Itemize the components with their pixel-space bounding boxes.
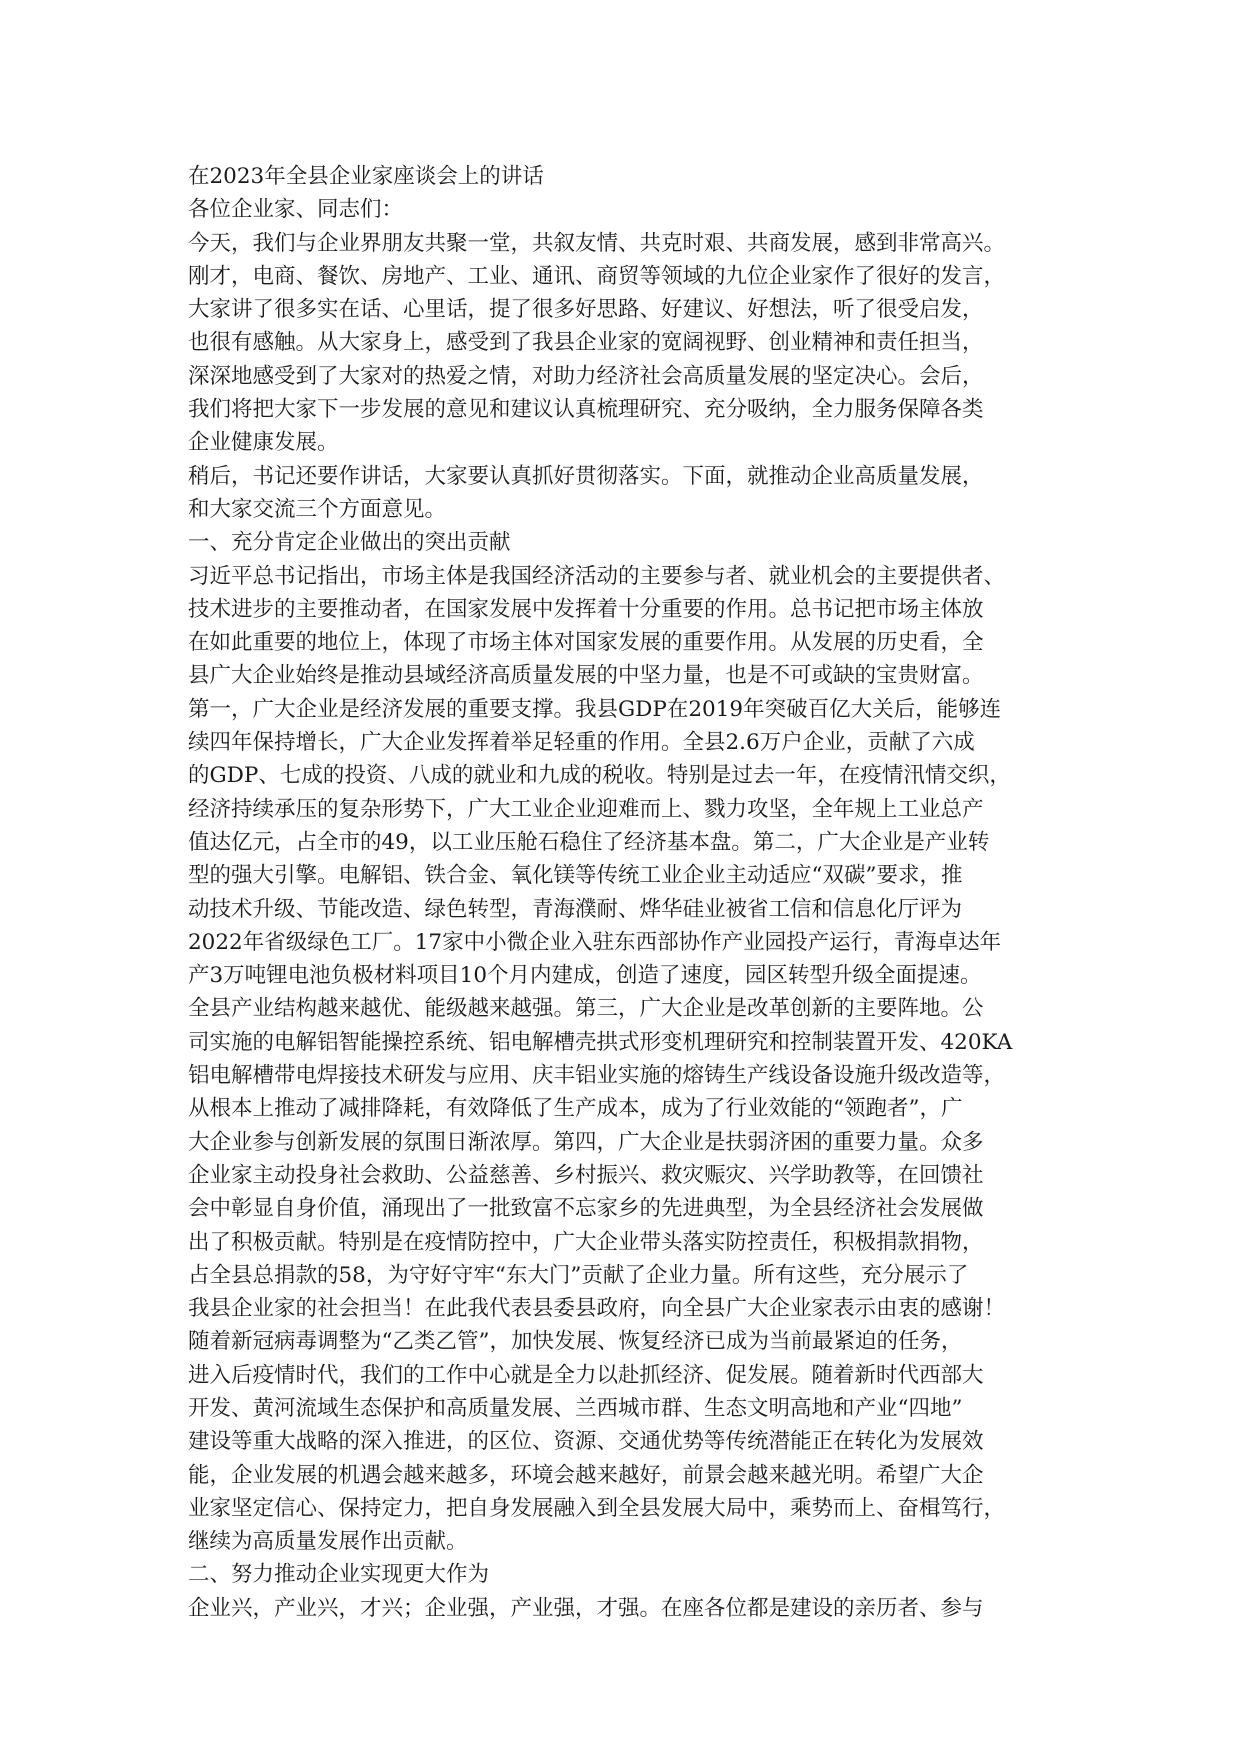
text-line: 值达亿元，占全市的49，以工业压舱石稳住了经济基本盘。第二，广大企业是产业转 <box>188 829 990 855</box>
text-line: 稍后，书记还要作讲话，大家要认真抓好贯彻落实。下面，就推动企业高质量发展， <box>188 463 984 489</box>
section-heading-1: 一、充分肯定企业做出的突出贡献 <box>188 530 511 556</box>
text-line: 司实施的电解铝智能操控系统、铝电解槽壳拱式形变机理研究和控制装置开发、420KA <box>188 1029 1013 1055</box>
text-line: 进入后疫情时代，我们的工作中心就是全力以赴抓经济、促发展。随着新时代西部大 <box>188 1362 984 1388</box>
text-line: 县广大企业始终是推动县域经济高质量发展的中坚力量，也是不可或缺的宝贵财富。 <box>188 663 984 689</box>
text-line: 续四年保持增长，广大企业发挥着举足轻重的作用。全县2.6万户企业，贡献了六成 <box>188 730 975 756</box>
text-line: 随着新冠病毒调整为“乙类乙管”，加快发展、恢复经济已成为当前最紧迫的任务， <box>188 1329 963 1355</box>
text-line: 我县企业家的社会担当！在此我代表县委县政府，向全县广大企业家表示由衷的感谢！ <box>188 1296 1006 1322</box>
text-line: 和大家交流三个方面意见。 <box>188 496 447 522</box>
text-line: 2022年省级绿色工厂。17家中小微企业入驻东西部协作产业园投产运行，青海卓达年 <box>188 929 1002 955</box>
text-line: 深深地感受到了大家对的热爱之情，对助力经济社会高质量发展的坚定决心。会后， <box>188 363 984 389</box>
text-line: 也很有感触。从大家身上，感受到了我县企业家的宽阔视野、创业精神和责任担当， <box>188 330 984 356</box>
text-line: 业家坚定信心、保持定力，把自身发展融入到全县发展大局中，乘势而上、奋楫笃行， <box>188 1495 1006 1521</box>
section-heading-2: 二、努力推动企业实现更大作为 <box>188 1562 490 1588</box>
text-line: 型的强大引擎。电解铝、铁合金、氧化镁等传统工业企业主动适应“双碳”要求，推 <box>188 863 963 889</box>
text-line: 企业家主动投身社会救助、公益慈善、乡村振兴、救灾赈灾、兴学助教等，在回馈社 <box>188 1162 984 1188</box>
text-line: 开发、黄河流域生态保护和高质量发展、兰西城市群、生态文明高地和产业“四地” <box>188 1395 963 1421</box>
text-line: 第一，广大企业是经济发展的重要支撑。我县GDP在2019年突破百亿大关后，能够连 <box>188 696 1002 722</box>
text-line: 会中彰显自身价值，涌现出了一批致富不忘家乡的先进典型，为全县经济社会发展做 <box>188 1196 984 1222</box>
text-line: 今天，我们与企业界朋友共聚一堂，共叙友情、共克时艰、共商发展，感到非常高兴。 <box>188 230 1006 256</box>
text-line: 大家讲了很多实在话、心里话，提了很多好思路、好建议、好想法，听了很受启发， <box>188 297 984 323</box>
text-line: 我们将把大家下一步发展的意见和建议认真梳理研究、充分吸纳，全力服务保障各类 <box>188 397 984 423</box>
text-line: 从根本上推动了减排降耗，有效降低了生产成本，成为了行业效能的“领跑者”，广 <box>188 1096 963 1122</box>
text-line: 动技术升级、节能改造、绿色转型，青海濮耐、烨华硅业被省工信和信息化厅评为 <box>188 896 963 922</box>
text-line: 在如此重要的地位上，体现了市场主体对国家发展的重要作用。从发展的历史看，全 <box>188 630 984 656</box>
text-line: 铝电解槽带电焊接技术研发与应用、庆丰铝业实施的熔铸生产线设备设施升级改造等， <box>188 1063 1006 1089</box>
text-line: 能，企业发展的机遇会越来越多，环境会越来越好，前景会越来越光明。希望广大企 <box>188 1462 984 1488</box>
text-line: 产3万吨锂电池负极材料项目10个月内建成，创造了速度，园区转型升级全面提速。 <box>188 963 982 989</box>
text-line: 继续为高质量发展作出贡献。 <box>188 1529 468 1555</box>
text-line: 出了积极贡献。特别是在疫情防控中，广大企业带头落实防控责任，积极捐款捐物， <box>188 1229 984 1255</box>
text-line: 企业兴，产业兴，才兴；企业强，产业强，才强。在座各位都是建设的亲历者、参与 <box>188 1595 984 1621</box>
text-line: 企业健康发展。 <box>188 430 339 456</box>
text-line: 经济持续承压的复杂形势下，广大工业企业迎难而上、戮力攻坚，全年规上工业总产 <box>188 796 984 822</box>
text-line: 大企业参与创新发展的氛围日渐浓厚。第四，广大企业是扶弱济困的重要力量。众多 <box>188 1129 984 1155</box>
salutation: 各位企业家、同志们： <box>188 197 404 223</box>
text-line: 刚才，电商、餐饮、房地产、工业、通讯、商贸等领域的九位企业家作了很好的发言， <box>188 263 1006 289</box>
text-line: 建设等重大战略的深入推进，的区位、资源、交通优势等传统潜能正在转化为发展效 <box>188 1429 984 1455</box>
text-line: 的GDP、七成的投资、八成的就业和九成的税收。特别是过去一年，在疫情汛情交织， <box>188 763 1011 789</box>
document-title: 在2023年全县企业家座谈会上的讲话 <box>188 164 544 189</box>
document-page <box>188 160 1054 1625</box>
text-line: 占全县总捐款的58，为守好守牢“东大门”贡献了企业力量。所有这些，充分展示了 <box>188 1262 969 1288</box>
text-line: 技术进步的主要推动者，在国家发展中发挥着十分重要的作用。总书记把市场主体放 <box>188 596 984 622</box>
text-line: 习近平总书记指出，市场主体是我国经济活动的主要参与者、就业机会的主要提供者、 <box>188 563 1006 589</box>
text-line: 全县产业结构越来越优、能级越来越强。第三，广大企业是改革创新的主要阵地。公 <box>188 996 984 1022</box>
